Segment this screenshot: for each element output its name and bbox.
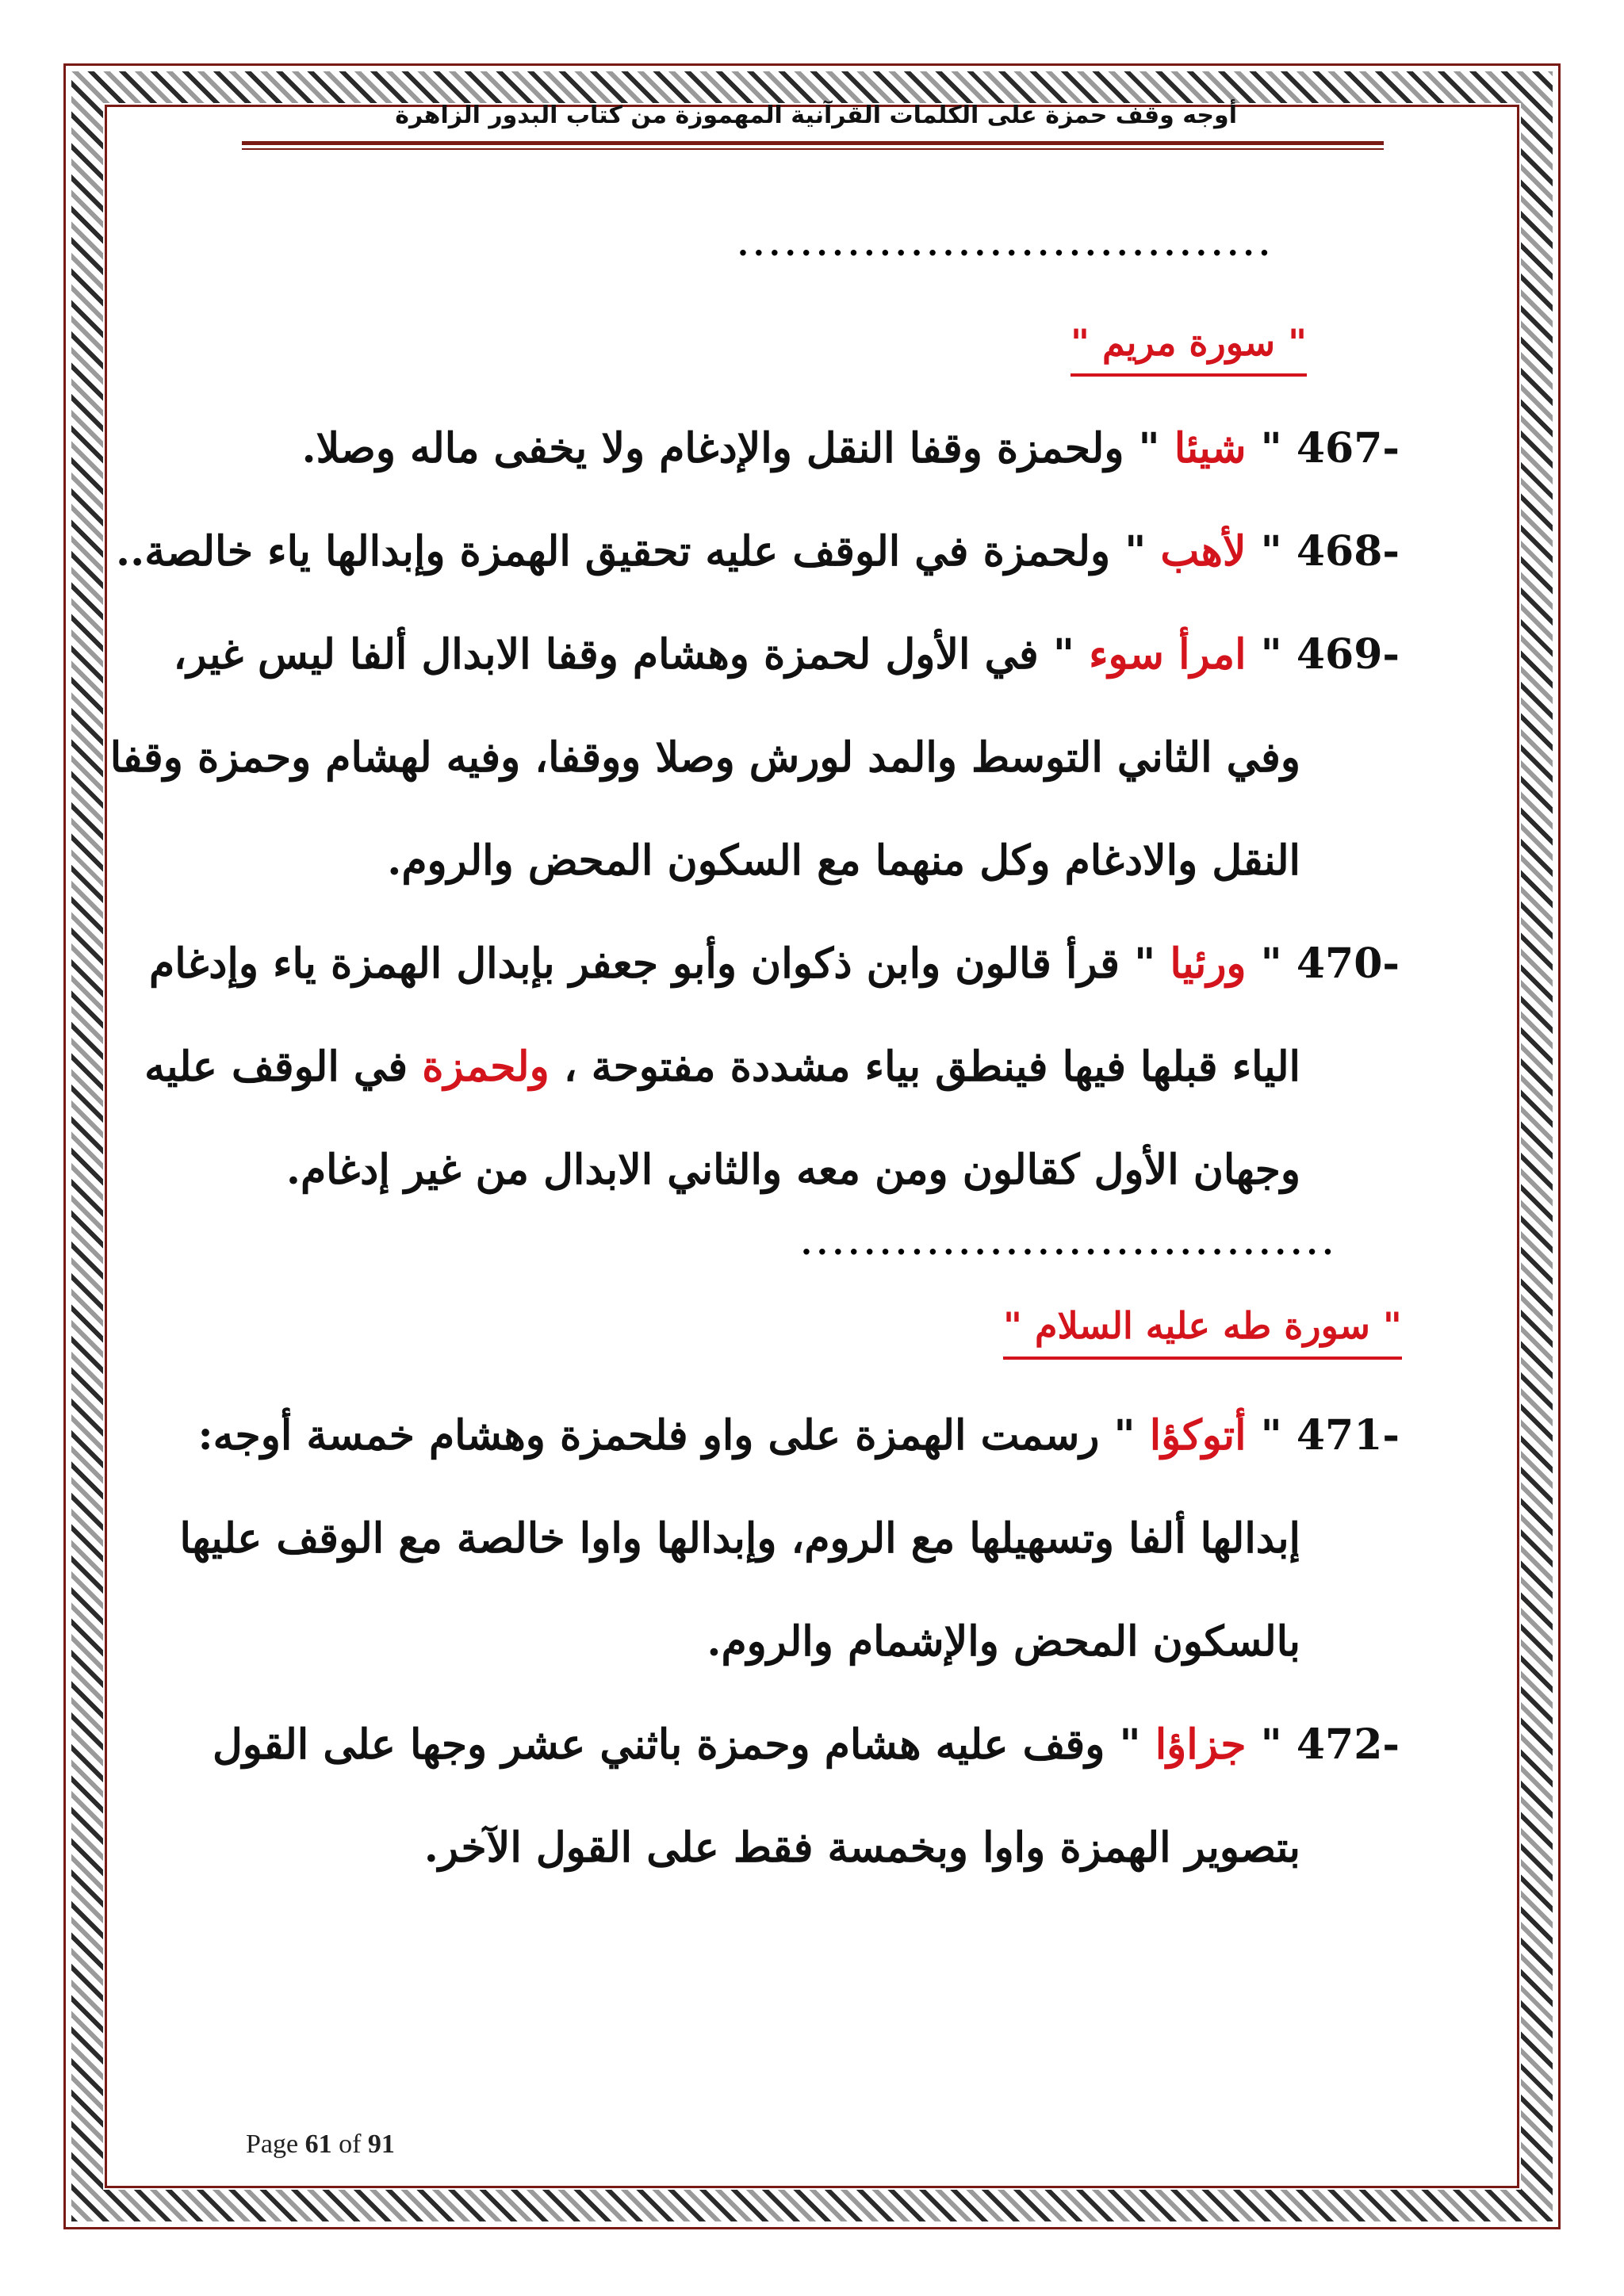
sura-title-taha: " سورة طه عليه السلام " (1003, 1304, 1402, 1360)
page-footer: Page 61 of 91 (246, 2130, 395, 2159)
item-text: رسمت الهمزة على واو فلحمزة وهشام خمسة أوجه: (197, 1411, 1100, 1460)
item-472: 472- " جزاؤا " وقف عليه هشام وحمزة باثني عشر وجها على القول (213, 1720, 1400, 1769)
item-471-line-2: إبدالها ألفا وتسهيلها مع الروم، وإبدالها واوا خالصة مع الوقف عليها (179, 1514, 1300, 1563)
item-number: 471- (1296, 1411, 1400, 1460)
item-468: 468- " لأهب " ولحمزة في الوقف عليه تحقيق الهمزة وإبدالها ياء خالصة.. (116, 527, 1400, 576)
item-469-line-2: وفي الثاني التوسط والمد لورش وصلا ووقفا، وفيه لهشام وحمزة وقفا (109, 733, 1300, 782)
quran-word: امرأ سوء (1089, 630, 1247, 679)
running-header: أوجه وقف حمزة على الكلمات القرآنية المهموزة من كتاب البدور الزاهرة (395, 101, 1237, 129)
item-text: ولحمزة في الوقف عليه تحقيق الهمزة وإبدالها ياء خالصة.. (116, 527, 1111, 576)
item-text: وقف عليه هشام وحمزة باثني عشر وجها على القول (213, 1720, 1105, 1769)
page-number: 61 (304, 2130, 332, 2159)
quran-word: جزاؤا (1155, 1720, 1247, 1769)
quran-word: ورئيا (1170, 939, 1247, 988)
item-text: ولحمزة وقفا النقل والإدغام ولا يخفى ماله وصلا. (301, 424, 1124, 473)
quran-word: شيئا (1174, 424, 1247, 473)
page-total: 91 (367, 2130, 395, 2159)
highlight-word: ولحمزة (422, 1043, 550, 1091)
item-text: قرأ قالون وابن ذكوان وأبو جعفر بإبدال الهمزة ياء وإدغام (149, 939, 1120, 988)
separator-dots: .................................. (737, 226, 1275, 263)
header-rule (242, 141, 1384, 145)
item-470-line-2: الياء قبلها فيها فينطق بياء مشددة مفتوحة ، ولحمزة في الوقف عليه (144, 1043, 1300, 1091)
item-469-line-3: النقل والادغام وكل منهما مع السكون المحض والروم. (387, 836, 1300, 885)
separator-dots: .................................. (801, 1225, 1339, 1262)
item-470: 470- " ورئيا " قرأ قالون وابن ذكوان وأبو جعفر بإبدال الهمزة ياء وإدغام (149, 939, 1400, 988)
sura-title-maryam: " سورة مريم " (1071, 321, 1307, 377)
item-469: 469- " امرأ سوء " في الأول لحمزة وهشام وقفا الابدال ألفا ليس غير، (173, 630, 1400, 679)
header-rule-thin (242, 148, 1384, 150)
item-472-line-2: بتصوير الهمزة واوا وبخمسة فقط على القول الآخر. (423, 1823, 1300, 1872)
quran-word: أتوكؤا (1149, 1411, 1247, 1460)
item-number: 470- (1296, 939, 1400, 988)
item-text: في الأول لحمزة وهشام وقفا الابدال ألفا ليس غير، (173, 630, 1039, 679)
item-number: 472- (1296, 1720, 1400, 1769)
item-number: 469- (1296, 630, 1400, 679)
item-471: 471- " أتوكؤا " رسمت الهمزة على واو فلحمزة وهشام خمسة أوجه: (197, 1411, 1400, 1460)
item-number: 468- (1296, 527, 1400, 576)
item-471-line-3: بالسكون المحض والإشمام والروم. (707, 1617, 1300, 1666)
item-number: 467- (1296, 424, 1400, 473)
item-467: 467- " شيئا " ولحمزة وقفا النقل والإدغام ولا يخفى ماله وصلا. (301, 424, 1400, 473)
quran-word: لأهب (1160, 527, 1247, 576)
item-470-line-3: وجهان الأول كقالون ومن معه والثاني الابدال من غير إدغام. (285, 1146, 1300, 1194)
